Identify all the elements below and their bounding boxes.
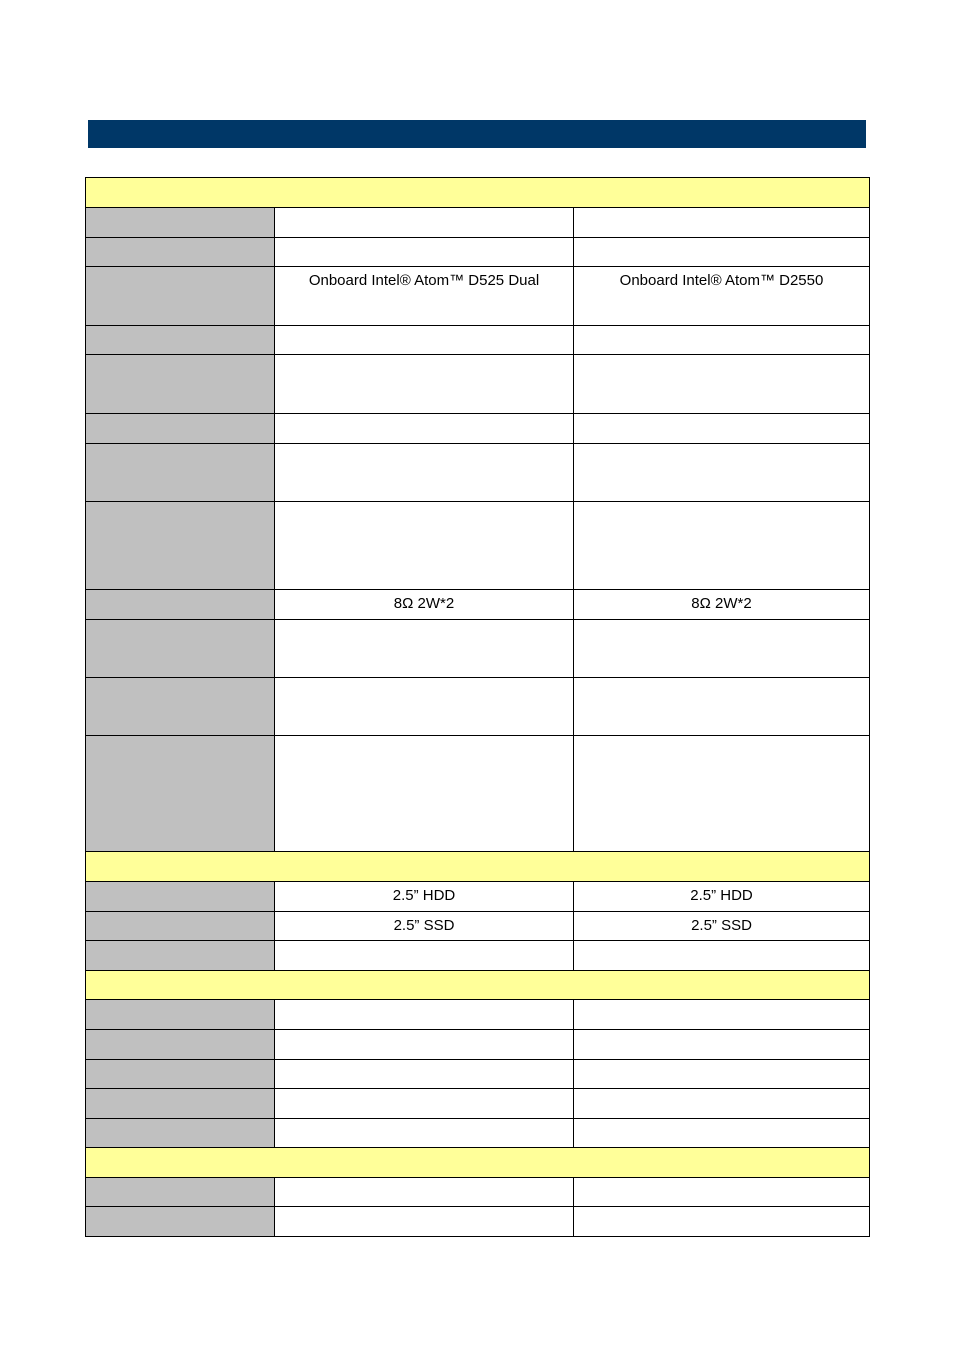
- row-label: [86, 1119, 275, 1148]
- value-cell: [574, 1207, 870, 1237]
- value-cell: [574, 1000, 870, 1030]
- value-cell: [275, 1089, 574, 1119]
- value-cell: [275, 326, 574, 355]
- value-cell: [574, 355, 870, 414]
- row-label: [86, 941, 275, 971]
- table-row: [86, 1060, 870, 1089]
- value-cell: [275, 414, 574, 444]
- row-label: [86, 326, 275, 355]
- row-label: [86, 882, 275, 912]
- table-row: [86, 414, 870, 444]
- row-label: [86, 912, 275, 941]
- value-cell: [574, 1030, 870, 1060]
- table-row: [86, 267, 870, 326]
- value-cell: [275, 502, 574, 590]
- table-row: [86, 620, 870, 678]
- value-cell: [574, 620, 870, 678]
- table-row: [86, 882, 870, 912]
- row-label: [86, 678, 275, 736]
- section-header-row: [86, 1148, 870, 1178]
- row-label: [86, 736, 275, 852]
- row-label: [86, 208, 275, 238]
- value-cell: [275, 620, 574, 678]
- section-header: [86, 852, 870, 882]
- storage-value-b: 2.5” HDD: [574, 882, 870, 912]
- row-label: [86, 267, 275, 326]
- speaker-value-b: 8Ω 2W*2: [574, 590, 870, 620]
- table-row: [86, 355, 870, 414]
- section-header: [86, 1148, 870, 1178]
- row-label: [86, 444, 275, 502]
- section-header-row: [86, 178, 870, 208]
- table-row: [86, 1178, 870, 1207]
- value-cell: [574, 678, 870, 736]
- row-label: [86, 1178, 275, 1207]
- table-row: [86, 1089, 870, 1119]
- value-cell: [275, 355, 574, 414]
- value-cell: [275, 1000, 574, 1030]
- section-header: [86, 971, 870, 1000]
- value-cell: [574, 1060, 870, 1089]
- value-cell: [574, 238, 870, 267]
- row-label: [86, 238, 275, 267]
- table-row: [86, 941, 870, 971]
- section-header-row: [86, 971, 870, 1000]
- section-header-row: [86, 852, 870, 882]
- row-label: [86, 414, 275, 444]
- value-cell: [574, 1119, 870, 1148]
- value-cell: [574, 941, 870, 971]
- section-header: [86, 178, 870, 208]
- value-cell: [574, 736, 870, 852]
- value-cell: [574, 208, 870, 238]
- storage-value-b: 2.5” SSD: [574, 912, 870, 941]
- storage-value-a: 2.5” HDD: [275, 882, 574, 912]
- value-cell: [574, 444, 870, 502]
- cpu-value-b: Onboard Intel® Atom™ D2550: [574, 267, 870, 326]
- value-cell: [275, 238, 574, 267]
- value-cell: [574, 1089, 870, 1119]
- value-cell: [574, 1178, 870, 1207]
- table-row: [86, 444, 870, 502]
- row-label: [86, 355, 275, 414]
- row-label: [86, 1089, 275, 1119]
- table-row: [86, 590, 870, 620]
- value-cell: [275, 678, 574, 736]
- spec-table: [85, 177, 870, 1237]
- table-row: [86, 678, 870, 736]
- value-cell: [275, 1119, 574, 1148]
- table-row: [86, 1207, 870, 1237]
- value-cell: [574, 502, 870, 590]
- value-cell: [275, 941, 574, 971]
- table-row: [86, 238, 870, 267]
- value-cell: [275, 736, 574, 852]
- storage-value-a: 2.5” SSD: [275, 912, 574, 941]
- table-row: [86, 1030, 870, 1060]
- table-row: [86, 208, 870, 238]
- value-cell: [275, 208, 574, 238]
- value-cell: [574, 414, 870, 444]
- section-title-bar: [88, 120, 866, 148]
- value-cell: [275, 1060, 574, 1089]
- value-cell: [275, 1178, 574, 1207]
- table-row: [86, 912, 870, 941]
- table-row: [86, 736, 870, 852]
- cpu-value-a: Onboard Intel® Atom™ D525 Dual: [275, 267, 574, 326]
- row-label: [86, 1000, 275, 1030]
- value-cell: [275, 1030, 574, 1060]
- speaker-value-a: 8Ω 2W*2: [275, 590, 574, 620]
- value-cell: [275, 444, 574, 502]
- table-row: [86, 1119, 870, 1148]
- row-label: [86, 502, 275, 590]
- table-row: [86, 1000, 870, 1030]
- row-label: [86, 1207, 275, 1237]
- table-row: [86, 502, 870, 590]
- table-row: [86, 326, 870, 355]
- value-cell: [574, 326, 870, 355]
- row-label: [86, 620, 275, 678]
- value-cell: [275, 1207, 574, 1237]
- row-label: [86, 590, 275, 620]
- row-label: [86, 1060, 275, 1089]
- row-label: [86, 1030, 275, 1060]
